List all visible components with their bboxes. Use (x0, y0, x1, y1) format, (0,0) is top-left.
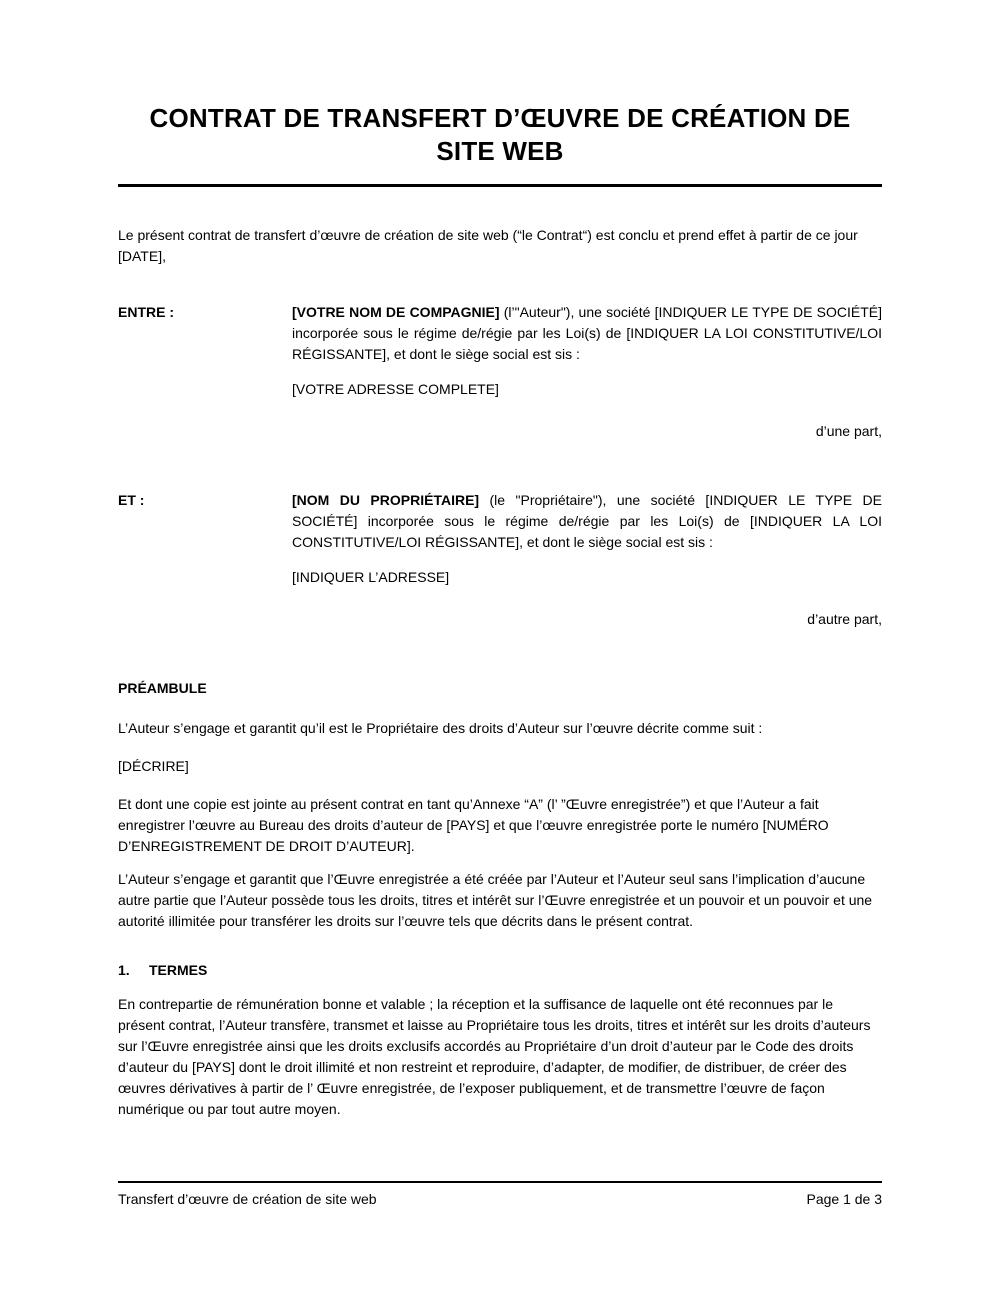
party-name-placeholder: [NOM DU PROPRIÉTAIRE] (292, 492, 480, 508)
party-closing: d’une part, (815, 423, 882, 439)
party-description (292, 490, 882, 553)
preamble-paragraph-3: Et dont une copie est jointe au présent contrat en tant qu’Annexe “A” (l’ ”Œuvre enregistrée”) et que l’Auteur a fait enregistrer l’œuvre au Bureau des droits d’auteur de [PAYS] et que l’œuvre enregistrée porte le numéro [NUMÉRO D’ENREGISTREMENT DE DROIT D’AUTEUR]. (118, 796, 829, 854)
section-1-heading (118, 960, 882, 981)
preamble-paragraph-1: L’Auteur s’engage et garantit qu’il est le Propriétaire des droits d’Auteur sur l’œuvre décrite comme suit : (118, 720, 763, 736)
page-content (0, 102, 1000, 1120)
section-1-body: En contrepartie de rémunération bonne et valable ; la réception et la suffisance de laquelle ont été reconnues par le présent contrat, l’Auteur transfère, transmet et laisse au Propriétaire tous les droits, titres et intérêt sur les droits d’auteurs sur l’Œuvre enregistrée ainsi que les droits exclusifs accordés au Propriétaire d’un droit d’auteur par le Code des droits d’auteur du [PAYS] dont le droit illimité et non restreint et reproduire, d’adapter, de modifier, de distribuer, de créer des œuvres dérivatives à partir de l’ Œuvre enregistrée, de l’exposer publiquement, et de transmettre l’œuvre de façon numérique ou par tout autre moyen. (118, 996, 871, 1117)
preamble-heading: PRÉAMBULE (118, 680, 207, 696)
footer-document-title: Transfert d’œuvre de création de site web (118, 1191, 377, 1207)
party-block-entre (118, 302, 882, 442)
page-footer (118, 1181, 882, 1210)
title-divider (118, 184, 882, 187)
party-address-placeholder: [VOTRE ADRESSE COMPLETE] (292, 381, 499, 397)
party-description (292, 302, 882, 365)
party-block-et (118, 490, 882, 630)
party-body-entre (292, 302, 882, 442)
party-address-placeholder: [INDIQUER L’ADRESSE] (292, 569, 450, 585)
party-body-et (292, 490, 882, 630)
party-label-entre: ENTRE : (118, 304, 174, 320)
party-description-text: (le "Propriétaire"), une société [INDIQUER LE TYPE DE SOCIÉTÉ] incorporée sous le régime de/régie par les Loi(s) de [INDIQUER LA LOI CONSTITUTIVE/LOI RÉGISSANTE], et dont le siège social est sis : (292, 492, 882, 550)
footer-page-number: Page 1 de 3 (806, 1191, 882, 1207)
describe-placeholder: [DÉCRIRE] (118, 758, 189, 774)
party-description-text: (l’"Auteur"), une société [INDIQUER LE TYPE DE SOCIÉTÉ] incorporée sous le régime de/régie par les Loi(s) de [INDIQUER LA LOI CONSTITUTIVE/LOI RÉGISSANTE], et dont le siège social est sis : (292, 304, 882, 362)
party-closing: d’autre part, (807, 611, 882, 627)
page-title: CONTRAT DE TRANSFERT D’ŒUVRE DE CRÉATION DE SITE WEB (149, 103, 851, 166)
party-label-et: ET : (118, 492, 145, 508)
preamble-paragraph-4: L’Auteur s’engage et garantit que l’Œuvre enregistrée a été créée par l’Auteur et l’Auteur seul sans l’implication d’aucune autre partie que l’Auteur possède tous les droits, titres et intérêt sur l’Œuvre enregistrée et un pouvoir et un pouvoir et une autorité illimitée pour transférer les droits sur l’œuvre tels que décrits dans le présent contrat. (118, 871, 873, 929)
section-number: 1. (118, 962, 130, 978)
intro-paragraph: Le présent contrat de transfert d’œuvre de création de site web (“le Contrat“) est conclu et prend effet à partir de ce jour [DATE], (118, 227, 858, 264)
section-title: TERMES (149, 962, 208, 978)
party-name-placeholder: [VOTRE NOM DE COMPAGNIE] (292, 304, 500, 320)
